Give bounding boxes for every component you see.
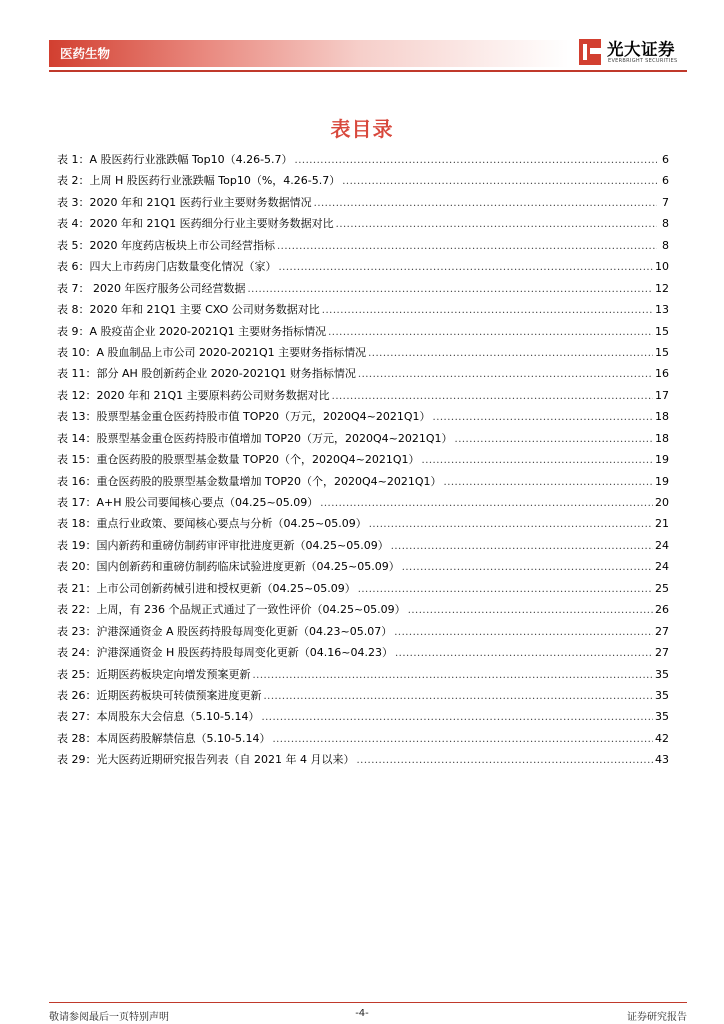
toc-entry-page-number[interactable]: 6	[662, 174, 669, 188]
toc-entry-page-number[interactable]: 15	[655, 324, 669, 338]
toc-leader-dots	[342, 176, 657, 187]
toc-entry[interactable]	[57, 215, 669, 236]
toc-entry[interactable]	[57, 558, 669, 579]
toc-entry[interactable]	[57, 280, 669, 301]
toc-leader-dots	[322, 305, 653, 316]
toc-entry-page-number[interactable]: 35	[655, 667, 669, 681]
toc-entry-page-number[interactable]: 13	[655, 303, 669, 317]
toc-leader-dots	[272, 734, 653, 745]
toc-entry-text[interactable]: 表 21：上市公司创新药械引进和授权更新（04.25~05.09）	[57, 581, 356, 595]
toc-leader-dots	[368, 348, 653, 359]
toc-entry-text[interactable]: 表 20：国内创新药和重磅仿制药临床试验进度更新（04.25~05.09）	[57, 560, 400, 574]
logo-mark-icon	[577, 37, 603, 67]
toc-entry[interactable]	[57, 537, 669, 558]
toc-entry-page-number[interactable]: 26	[655, 603, 669, 617]
toc-entry[interactable]	[57, 430, 669, 451]
toc-entry-text[interactable]: 表 3：2020 年和 21Q1 医药行业主要财务数据情况	[57, 195, 312, 209]
header-section-label: 医药生物	[60, 46, 111, 61]
toc-entry[interactable]	[57, 408, 669, 429]
toc-leader-dots	[332, 391, 653, 402]
toc-entry[interactable]	[57, 301, 669, 322]
toc-leader-dots	[433, 412, 653, 423]
toc-entry[interactable]	[57, 344, 669, 365]
toc-entry-text[interactable]: 表 29：光大医药近期研究报告列表（自 2021 年 4 月以来）	[57, 753, 355, 767]
toc-entry-page-number[interactable]: 35	[655, 688, 669, 702]
toc-entry-text[interactable]: 表 4：2020 年和 21Q1 医药细分行业主要财务数据对比	[57, 217, 334, 231]
toc-entry[interactable]	[57, 451, 669, 472]
toc-entry-page-number[interactable]: 12	[655, 281, 669, 295]
toc-entry-page-number[interactable]: 21	[655, 517, 669, 531]
toc-entry-page-number[interactable]: 27	[655, 646, 669, 660]
toc-entry[interactable]	[57, 323, 669, 344]
toc-entry-text[interactable]: 表 25：近期医药板块定向增发预案更新	[57, 667, 251, 681]
footer-page-number: -4-	[355, 1008, 369, 1019]
toc-entry[interactable]	[57, 258, 669, 279]
toc-entry-text[interactable]: 表 13：股票型基金重仓医药持股市值 TOP20（万元，2020Q4~2021Q1）	[57, 410, 431, 424]
toc-entry[interactable]	[57, 473, 669, 494]
toc-entry-text[interactable]: 表 26：近期医药板块可转债预案进度更新	[57, 688, 262, 702]
toc-entry-page-number[interactable]: 19	[655, 474, 669, 488]
toc-entry-page-number[interactable]: 8	[662, 217, 669, 231]
header-divider	[49, 70, 687, 72]
toc-entry-text[interactable]: 表 19：国内新药和重磅仿制药审评审批进度更新（04.25~05.09）	[57, 538, 389, 552]
toc-entry-text[interactable]: 表 10：A 股血制品上市公司 2020-2021Q1 主要财务指标情况	[57, 345, 367, 359]
toc-leader-dots	[253, 670, 654, 681]
toc-leader-dots	[247, 284, 653, 295]
toc-leader-dots	[295, 155, 657, 166]
toc-entry-text[interactable]: 表 5：2020 年度药店板块上市公司经营指标	[57, 238, 275, 252]
toc-entry-page-number[interactable]: 6	[662, 153, 669, 166]
toc-entry-text[interactable]: 表 1：A 股医药行业涨跌幅 Top10（4.26-5.7）	[57, 153, 293, 166]
company-logo	[577, 35, 687, 71]
toc-entry-text[interactable]: 表 15：重仓医药股的股票型基金数量 TOP20（个，2020Q4~2021Q1）	[57, 453, 420, 467]
toc-leader-dots	[320, 498, 653, 509]
toc-entry[interactable]	[57, 151, 669, 172]
toc-entry[interactable]	[57, 515, 669, 536]
toc-entry-page-number[interactable]: 20	[655, 496, 669, 509]
footer-disclaimer: 敬请参阅最后一页特别声明	[49, 1012, 169, 1023]
toc-entry[interactable]	[57, 708, 669, 729]
toc-entry-text[interactable]: 表 8：2020 年和 21Q1 主要 CXO 公司财务数据对比	[57, 303, 320, 317]
toc-leader-dots	[277, 241, 657, 252]
toc-leader-dots	[444, 477, 653, 488]
toc-leader-dots	[358, 369, 653, 380]
footer-report-type: 证券研究报告	[627, 1012, 687, 1023]
toc-entry-page-number[interactable]: 7	[662, 195, 669, 209]
toc-entry-text[interactable]: 表 11：部分 AH 股创新药企业 2020-2021Q1 财务指标情况	[57, 367, 356, 381]
toc-entry[interactable]	[57, 194, 669, 215]
table-of-contents-list	[57, 151, 669, 773]
toc-entry[interactable]	[57, 172, 669, 193]
logo-english-name: EVERBRIGHT SECURITIES	[608, 58, 678, 64]
toc-entry[interactable]	[57, 237, 669, 258]
toc-entry-text[interactable]: 表 9：A 股疫苗企业 2020-2021Q1 主要财务指标情况	[57, 324, 327, 338]
toc-leader-dots	[336, 219, 657, 230]
toc-entry-text[interactable]: 表 24：沪港深通资金 H 股医药持股每周变化更新（04.16~04.23）	[57, 646, 393, 660]
toc-entry-text[interactable]: 表 6：四大上市药房门店数量变化情况（家）	[57, 260, 277, 274]
toc-entry-page-number[interactable]: 24	[655, 538, 669, 552]
toc-entry-page-number[interactable]: 24	[655, 560, 669, 574]
toc-entry[interactable]	[57, 623, 669, 644]
toc-leader-dots	[328, 327, 653, 338]
toc-entry-text[interactable]: 表 18：重点行业政策、要闻核心要点与分析（04.25~05.09）	[57, 517, 367, 531]
toc-entry[interactable]	[57, 494, 669, 515]
toc-entry[interactable]	[57, 387, 669, 408]
toc-title: 表目录	[330, 117, 394, 141]
toc-entry-text[interactable]: 表 7： 2020 年医疗服务公司经营数据	[57, 281, 246, 295]
toc-entry-page-number[interactable]: 10	[655, 260, 669, 274]
toc-leader-dots	[264, 691, 654, 702]
toc-leader-dots	[402, 562, 653, 573]
logo-chinese-name: 光大证券	[607, 40, 675, 59]
toc-entry-text[interactable]: 表 2：上周 H 股医药行业涨跌幅 Top10（%，4.26-5.7）	[57, 174, 341, 188]
toc-entry-text[interactable]: 表 12：2020 年和 21Q1 主要原料药公司财务数据对比	[57, 388, 330, 402]
toc-entry-text[interactable]: 表 14：股票型基金重仓医药持股市值增加 TOP20（万元，2020Q4~2021Q1）	[57, 431, 453, 445]
toc-entry-text[interactable]: 表 23：沪港深通资金 A 股医药持股每周变化更新（04.23~05.07）	[57, 624, 393, 638]
toc-entry[interactable]	[57, 751, 669, 772]
toc-entry[interactable]	[57, 687, 669, 708]
toc-entry[interactable]	[57, 365, 669, 386]
toc-leader-dots	[422, 455, 653, 466]
toc-entry[interactable]	[57, 580, 669, 601]
toc-entry-page-number[interactable]: 8	[662, 238, 669, 252]
toc-leader-dots	[394, 627, 653, 638]
toc-entry-text[interactable]: 表 27：本周股东大会信息（5.10-5.14）	[57, 710, 260, 724]
toc-entry[interactable]	[57, 730, 669, 751]
toc-leader-dots	[369, 519, 653, 530]
toc-leader-dots	[314, 198, 657, 209]
toc-entry-page-number[interactable]: 17	[655, 388, 669, 402]
toc-entry[interactable]	[57, 601, 669, 622]
toc-entry-text[interactable]: 表 28：本周医药股解禁信息（5.10-5.14）	[57, 731, 271, 745]
toc-leader-dots	[261, 712, 653, 723]
toc-entry-page-number[interactable]: 16	[655, 367, 669, 381]
toc-leader-dots	[455, 434, 653, 445]
toc-entry-text[interactable]: 表 17：A+H 股公司要闻核心要点（04.25~05.09）	[57, 496, 319, 509]
toc-entry-page-number[interactable]: 35	[655, 710, 669, 724]
toc-leader-dots	[395, 648, 653, 659]
toc-entry-page-number[interactable]: 42	[655, 731, 669, 745]
toc-entry[interactable]	[57, 666, 669, 687]
toc-leader-dots	[391, 541, 653, 552]
toc-leader-dots	[356, 755, 653, 766]
toc-entry-page-number[interactable]: 15	[655, 345, 669, 359]
toc-entry-text[interactable]: 表 22：上周，有 236 个品规正式通过了一致性评价（04.25~05.09）	[57, 603, 406, 617]
header-band	[49, 40, 569, 67]
toc-entry-page-number[interactable]: 25	[655, 581, 669, 595]
toc-entry-page-number[interactable]: 18	[655, 431, 669, 445]
toc-entry-page-number[interactable]: 19	[655, 453, 669, 467]
toc-leader-dots	[408, 605, 653, 616]
footer-divider	[49, 1002, 687, 1003]
toc-entry[interactable]	[57, 644, 669, 665]
toc-leader-dots	[279, 262, 654, 273]
toc-entry-text[interactable]: 表 16：重仓医药股的股票型基金数量增加 TOP20（个，2020Q4~2021Q1）	[57, 474, 442, 488]
toc-entry-page-number[interactable]: 18	[655, 410, 669, 424]
toc-entry-page-number[interactable]: 27	[655, 624, 669, 638]
toc-leader-dots	[358, 584, 653, 595]
toc-entry-page-number[interactable]: 43	[655, 753, 669, 767]
